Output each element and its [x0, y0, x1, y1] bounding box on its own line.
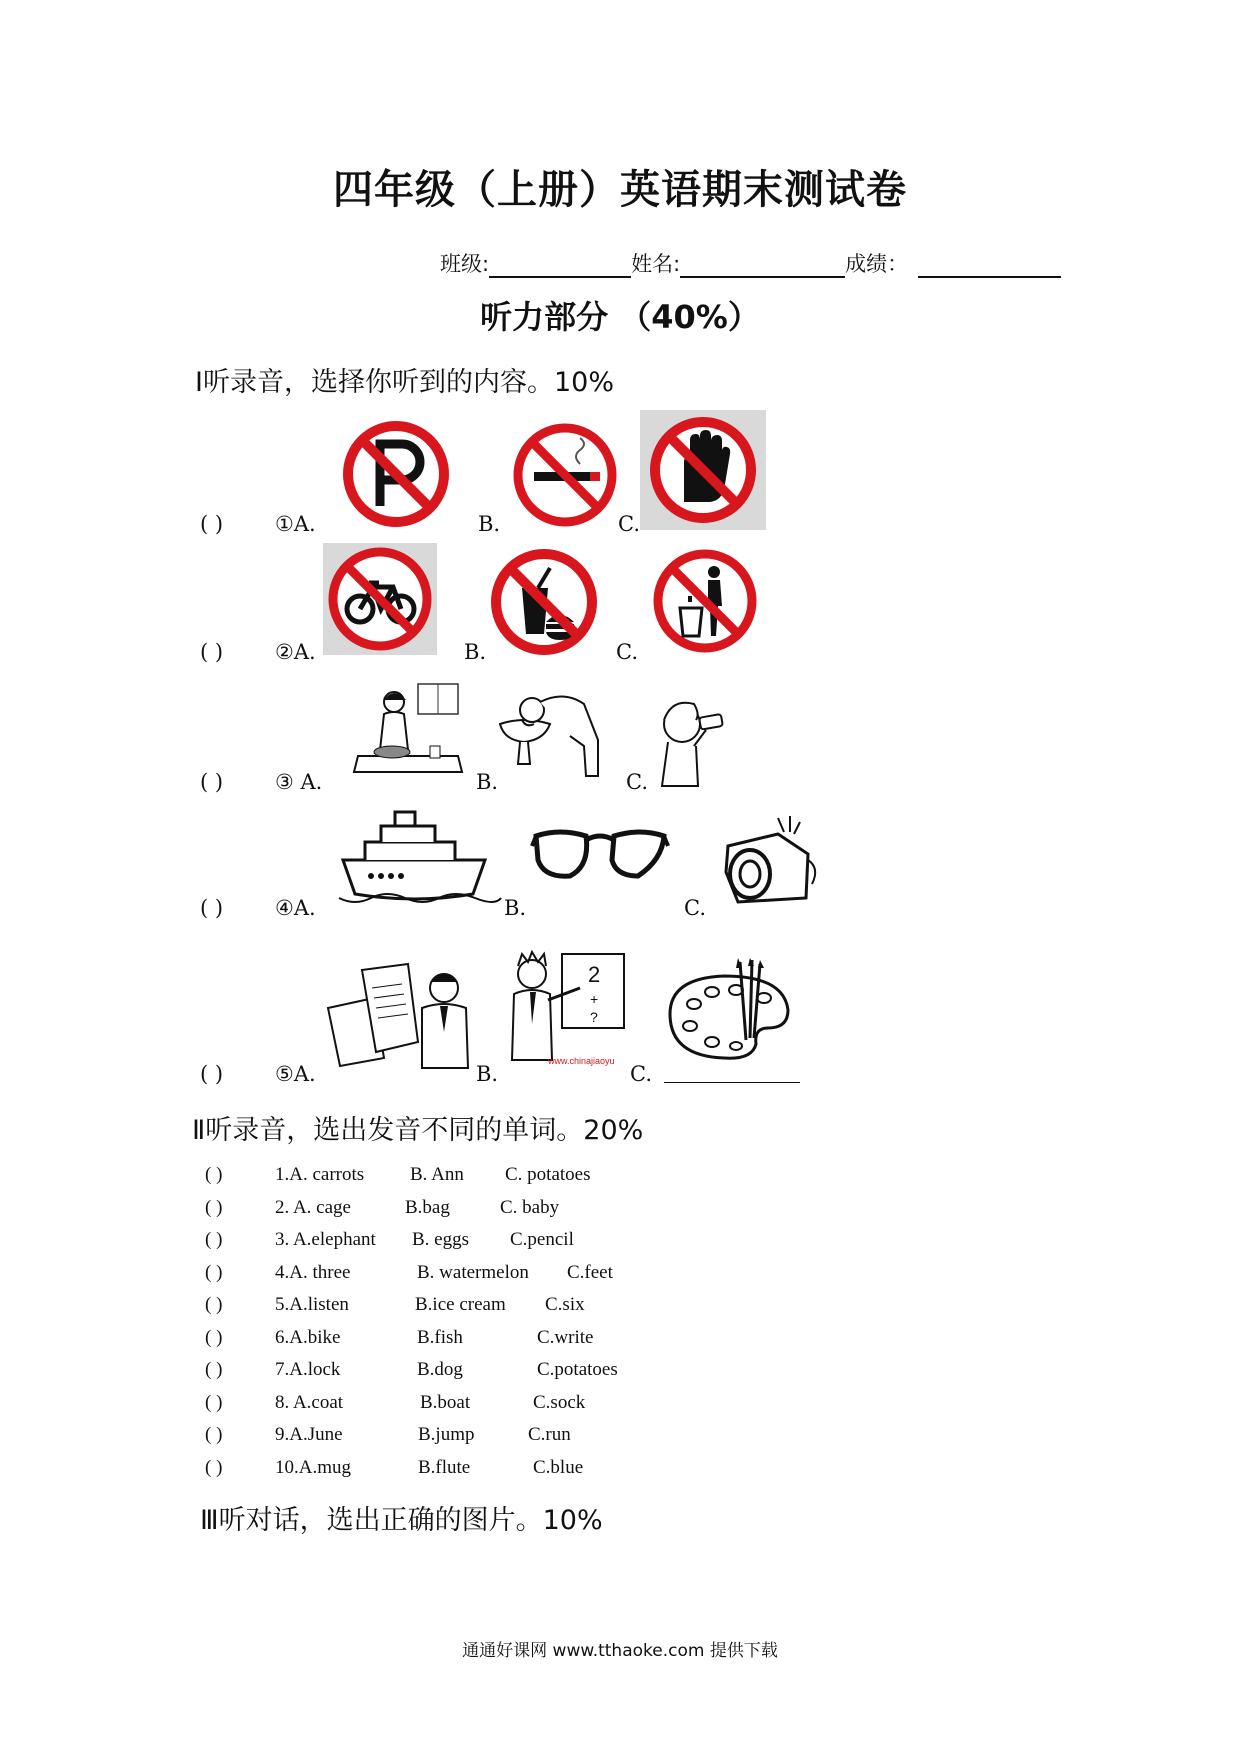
q1-label-b: B.: [478, 512, 501, 536]
svg-text:2: 2: [588, 962, 601, 987]
answer-paren[interactable]: ( ): [205, 1261, 223, 1283]
q1-label-a: ①A.: [275, 512, 316, 536]
q1-label-c: C.: [618, 512, 640, 536]
score-blank[interactable]: [918, 254, 1061, 278]
option-b: B. Ann: [410, 1164, 464, 1185]
q4-paren[interactable]: ( ): [200, 896, 224, 920]
q3-paren[interactable]: ( ): [200, 770, 224, 794]
q5-underline: [664, 1082, 800, 1083]
section2-title: Ⅱ听录音，选出发音不同的单词。20%: [192, 1115, 644, 1146]
score-label: 成绩：: [845, 252, 909, 276]
option-c: C.run: [528, 1424, 571, 1445]
paint-palette-icon: [660, 958, 796, 1068]
option-b: B.bag: [405, 1196, 450, 1218]
no-smoking-sign-icon: [510, 420, 620, 530]
q1-paren[interactable]: ( ): [200, 512, 224, 536]
q3-label-a: ③ A.: [275, 770, 323, 794]
option-a: 8. A.coat: [275, 1391, 344, 1413]
option-a: 9.A.June: [275, 1424, 343, 1445]
answer-paren[interactable]: ( ): [205, 1229, 223, 1250]
option-b: B.dog: [417, 1359, 463, 1380]
teacher-math-board-icon: [500, 948, 630, 1068]
option-a: 1.A. carrots: [275, 1164, 365, 1185]
option-a: 3. A.elephant: [275, 1229, 376, 1250]
no-bicycles-sign-icon: [323, 543, 437, 655]
answer-paren[interactable]: ( ): [205, 1294, 223, 1315]
q5-label-b: B.: [476, 1062, 499, 1086]
q2-label-b: B.: [464, 640, 487, 664]
option-a: 2. A. cage: [275, 1196, 351, 1218]
ship-icon: [335, 808, 503, 908]
answer-paren[interactable]: ( ): [205, 1326, 223, 1348]
student-info: [440, 248, 1061, 278]
q3-label-c: C.: [626, 770, 648, 794]
class-blank[interactable]: [489, 254, 631, 278]
answer-paren[interactable]: ( ): [205, 1391, 223, 1413]
no-food-drink-sign-icon: [488, 546, 600, 658]
q4-label-c: C.: [684, 896, 706, 920]
option-b: B.fish: [417, 1326, 463, 1348]
page-title: 四年级（上册）英语期末测试卷: [333, 167, 907, 213]
answer-paren[interactable]: ( ): [205, 1359, 223, 1380]
option-c: C.write: [537, 1326, 594, 1348]
q5-label-a: ⑤A.: [275, 1062, 316, 1086]
option-c: C. potatoes: [505, 1164, 591, 1185]
watermark-text: www.chinajiaoyu: [548, 1056, 615, 1066]
glasses-icon: [530, 826, 670, 896]
option-c: C.potatoes: [537, 1359, 618, 1380]
option-b: B. eggs: [412, 1229, 469, 1250]
name-blank[interactable]: [680, 254, 845, 278]
section3-title: Ⅲ听对话，选出正确的图片。10%: [200, 1505, 603, 1536]
option-c: C.sock: [533, 1391, 586, 1413]
q4-label-a: ④A.: [275, 896, 316, 920]
option-c: C. baby: [500, 1196, 560, 1218]
footer-credit: 通通好课网 www.tthaoke.com 提供下载: [462, 1641, 778, 1661]
svg-text:?: ?: [590, 1009, 598, 1025]
q2-label-c: C.: [616, 640, 638, 664]
q4-label-b: B.: [504, 896, 527, 920]
option-a: 7.A.lock: [275, 1359, 341, 1380]
option-a: 5.A.listen: [275, 1294, 349, 1315]
no-littering-sign-icon: [650, 546, 760, 656]
answer-paren[interactable]: ( ): [205, 1196, 223, 1218]
option-b: B.ice cream: [415, 1294, 506, 1315]
no-parking-sign-icon: [340, 418, 452, 530]
girl-drinking-icon: [650, 690, 740, 790]
option-b: B.jump: [418, 1424, 475, 1445]
boy-washing-face-icon: [494, 680, 614, 785]
no-touching-sign-icon: [640, 410, 766, 530]
option-c: C.blue: [533, 1456, 584, 1478]
woman-cooking-icon: [350, 680, 475, 785]
man-with-newspapers-icon: [322, 958, 472, 1070]
class-label: 班级:: [440, 252, 490, 276]
option-b: B.flute: [418, 1456, 471, 1478]
q5-label-c: C.: [630, 1062, 652, 1086]
option-a: 10.A.mug: [275, 1456, 351, 1478]
listening-heading: 听力部分 （40%）: [480, 298, 760, 336]
q5-paren[interactable]: ( ): [200, 1062, 224, 1086]
option-c: C.pencil: [510, 1229, 574, 1250]
q2-label-a: ②A.: [275, 640, 316, 664]
svg-text:+: +: [590, 991, 599, 1007]
answer-paren[interactable]: ( ): [205, 1424, 223, 1445]
option-a: 6.A.bike: [275, 1326, 341, 1348]
option-b: B.boat: [420, 1391, 471, 1413]
option-b: B. watermelon: [417, 1261, 529, 1283]
q3-label-b: B.: [476, 770, 499, 794]
answer-paren[interactable]: ( ): [205, 1456, 223, 1478]
q2-paren[interactable]: ( ): [200, 640, 224, 664]
answer-paren[interactable]: ( ): [205, 1164, 223, 1185]
name-label: 姓名:: [631, 252, 681, 276]
camera-icon: [708, 812, 826, 912]
option-a: 4.A. three: [275, 1261, 351, 1283]
option-c: C.six: [545, 1294, 585, 1315]
option-c: C.feet: [567, 1261, 613, 1283]
section1-title: Ⅰ听录音，选择你听到的内容。10%: [195, 367, 614, 398]
